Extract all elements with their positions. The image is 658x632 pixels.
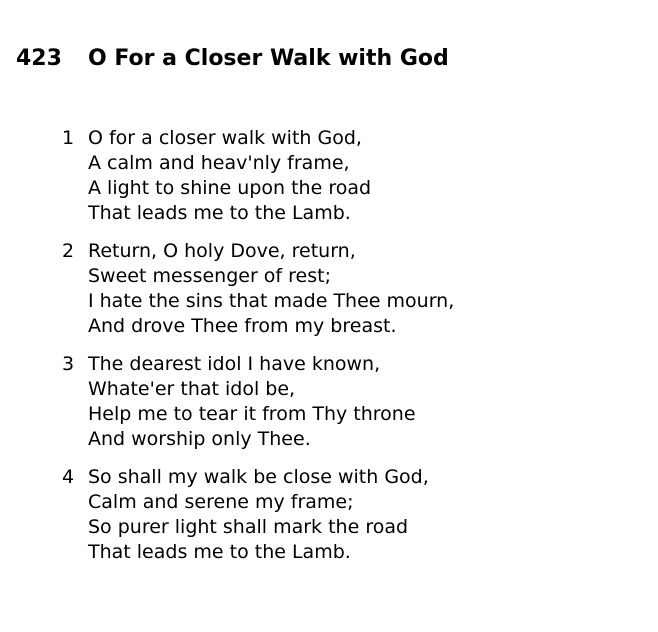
verse-lines (88, 352, 416, 452)
verse-number: 4 (62, 466, 75, 488)
verse-line: So purer light shall mark the road (88, 516, 409, 538)
verse-line: So shall my walk be close with God, (88, 466, 429, 488)
verse-2 (62, 239, 454, 339)
verse-line: O for a closer walk with God, (88, 127, 362, 149)
verse-line: I hate the sins that made Thee mourn, (88, 290, 455, 312)
verse-lines (88, 465, 429, 565)
verse-line: A light to shine upon the road (88, 177, 372, 199)
verse-line: Help me to tear it from Thy throne (88, 403, 416, 425)
verse-line: A calm and heav'nly frame, (88, 152, 350, 174)
hymn-title: O For a Closer Walk with God (88, 46, 449, 71)
verse-line: And worship only Thee. (88, 428, 311, 450)
verse-lines (88, 239, 454, 339)
verses (62, 126, 454, 578)
hymn-number: 423 (16, 46, 62, 71)
verse-line: Return, O holy Dove, return, (88, 240, 356, 262)
verse-line: Whate'er that idol be, (88, 378, 296, 400)
verse-1 (62, 126, 454, 226)
verse-line: That leads me to the Lamb. (88, 202, 351, 224)
hymn-header (16, 44, 449, 74)
verse-line: Calm and serene my frame; (88, 491, 354, 513)
verse-line: Sweet messenger of rest; (88, 265, 331, 287)
verse-lines (88, 126, 371, 226)
verse-number: 1 (62, 127, 75, 149)
verse-line: That leads me to the Lamb. (88, 541, 351, 563)
verse-4 (62, 465, 454, 565)
verse-line: And drove Thee from my breast. (88, 315, 397, 337)
verse-line: The dearest idol I have known, (88, 353, 381, 375)
verse-number: 3 (62, 353, 75, 375)
verse-number: 2 (62, 240, 75, 262)
verse-3 (62, 352, 454, 452)
